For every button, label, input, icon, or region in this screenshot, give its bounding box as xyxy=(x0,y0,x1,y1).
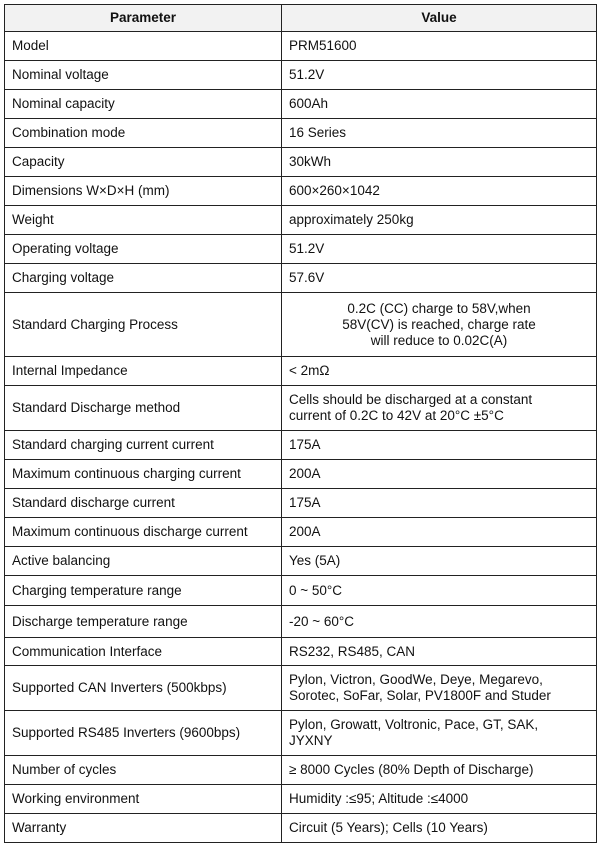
value-cell xyxy=(282,293,597,357)
table-row xyxy=(5,460,597,489)
table-row xyxy=(5,386,597,431)
value-line: ≥ 8000 Cycles (80% Depth of Discharge) xyxy=(289,762,534,777)
spec-table xyxy=(4,4,597,843)
table-row xyxy=(5,814,597,843)
value-cell xyxy=(282,666,597,711)
value-line: Humidity :≤95; Altitude :≤4000 xyxy=(289,791,469,806)
parameter-cell: Nominal voltage xyxy=(5,61,282,90)
value-cell xyxy=(282,119,597,148)
table-row xyxy=(5,206,597,235)
value-line: 51.2V xyxy=(289,241,325,256)
spec-table-head xyxy=(5,5,597,32)
parameter-cell: Communication Interface xyxy=(5,638,282,666)
value-cell xyxy=(282,32,597,61)
value-cell xyxy=(282,177,597,206)
table-row xyxy=(5,785,597,814)
parameter-cell: Dimensions W×D×H (mm) xyxy=(5,177,282,206)
parameter-cell: Internal Impedance xyxy=(5,357,282,386)
table-row xyxy=(5,235,597,264)
parameter-cell: Model xyxy=(5,32,282,61)
value-cell xyxy=(282,576,597,606)
parameter-cell: Nominal capacity xyxy=(5,90,282,119)
parameter-cell: Combination mode xyxy=(5,119,282,148)
parameter-cell: Number of cycles xyxy=(5,756,282,785)
table-row xyxy=(5,177,597,206)
value-cell xyxy=(282,386,597,431)
parameter-cell: Operating voltage xyxy=(5,235,282,264)
value-cell xyxy=(282,518,597,547)
value-cell xyxy=(282,785,597,814)
table-row xyxy=(5,119,597,148)
header-row xyxy=(5,5,597,32)
table-row xyxy=(5,518,597,547)
value-line: Circuit (5 Years); Cells (10 Years) xyxy=(289,820,488,835)
value-line: 30kWh xyxy=(289,154,332,169)
table-row xyxy=(5,606,597,638)
parameter-cell: Capacity xyxy=(5,148,282,177)
value-line: 16 Series xyxy=(289,125,347,140)
value-line: Yes (5A) xyxy=(289,553,341,568)
value-cell xyxy=(282,90,597,119)
table-row xyxy=(5,638,597,666)
value-cell xyxy=(282,460,597,489)
value-line: 51.2V xyxy=(289,67,325,82)
value-line: Pylon, Growatt, Voltronic, Pace, GT, SAK, xyxy=(289,717,539,732)
header-value: Value xyxy=(282,5,597,32)
spec-sheet xyxy=(4,4,596,843)
table-row xyxy=(5,293,597,357)
value-line: -20 ~ 60°C xyxy=(289,613,355,629)
value-cell xyxy=(282,357,597,386)
table-row xyxy=(5,489,597,518)
header-parameter: Parameter xyxy=(5,5,282,32)
table-row xyxy=(5,431,597,460)
value-line: 200A xyxy=(289,524,321,539)
value-line: approximately 250kg xyxy=(289,212,414,227)
value-line: RS232, RS485, CAN xyxy=(289,643,416,659)
parameter-cell: Charging temperature range xyxy=(5,576,282,606)
table-row xyxy=(5,756,597,785)
table-row xyxy=(5,90,597,119)
value-line: current of 0.2C to 42V at 20°C ±5°C xyxy=(289,408,504,423)
value-cell xyxy=(282,61,597,90)
parameter-cell: Supported RS485 Inverters (9600bps) xyxy=(5,711,282,756)
value-line: 58V(CV) is reached, charge rate xyxy=(342,316,536,332)
parameter-cell: Supported CAN Inverters (500kbps) xyxy=(5,666,282,711)
parameter-cell: Discharge temperature range xyxy=(5,606,282,638)
table-row xyxy=(5,547,597,576)
parameter-cell: Charging voltage xyxy=(5,264,282,293)
value-line: Pylon, Victron, GoodWe, Deye, Megarevo, xyxy=(289,672,543,687)
parameter-cell: Maximum continuous discharge current xyxy=(5,518,282,547)
value-cell xyxy=(282,235,597,264)
value-cell xyxy=(282,547,597,576)
value-line: Sorotec, SoFar, Solar, PV1800F and Studer xyxy=(289,688,551,703)
value-line: < 2mΩ xyxy=(289,363,330,378)
value-cell xyxy=(282,148,597,177)
parameter-cell: Standard Charging Process xyxy=(5,293,282,357)
value-line: 200A xyxy=(289,466,321,481)
value-cell xyxy=(282,814,597,843)
parameter-cell: Weight xyxy=(5,206,282,235)
value-line: 57.6V xyxy=(289,270,325,285)
spec-table-body xyxy=(5,32,597,843)
parameter-cell: Maximum continuous charging current xyxy=(5,460,282,489)
parameter-cell: Active balancing xyxy=(5,547,282,576)
value-line: JYXNY xyxy=(289,733,333,748)
table-row xyxy=(5,61,597,90)
parameter-cell: Standard Discharge method xyxy=(5,386,282,431)
value-line: 0.2C (CC) charge to 58V,when xyxy=(347,300,531,316)
value-cell xyxy=(282,431,597,460)
parameter-cell: Standard discharge current xyxy=(5,489,282,518)
parameter-cell: Working environment xyxy=(5,785,282,814)
value-line: Cells should be discharged at a constant xyxy=(289,392,533,407)
parameter-cell: Warranty xyxy=(5,814,282,843)
value-line: 600Ah xyxy=(289,96,329,111)
value-cell xyxy=(282,756,597,785)
table-row xyxy=(5,357,597,386)
table-row xyxy=(5,264,597,293)
value-cell xyxy=(282,638,597,666)
value-line: 0 ~ 50°C xyxy=(289,582,343,598)
value-cell xyxy=(282,606,597,638)
value-cell xyxy=(282,264,597,293)
value-cell xyxy=(282,206,597,235)
table-row xyxy=(5,148,597,177)
value-line: 175A xyxy=(289,437,321,452)
value-line: PRM51600 xyxy=(289,38,357,53)
value-line: will reduce to 0.02C(A) xyxy=(370,332,508,348)
value-cell xyxy=(282,711,597,756)
value-line: 175A xyxy=(289,495,321,510)
table-row xyxy=(5,576,597,606)
value-line: 600×260×1042 xyxy=(289,183,380,198)
parameter-cell: Standard charging current current xyxy=(5,431,282,460)
table-row xyxy=(5,32,597,61)
table-row xyxy=(5,666,597,711)
value-cell xyxy=(282,489,597,518)
table-row xyxy=(5,711,597,756)
